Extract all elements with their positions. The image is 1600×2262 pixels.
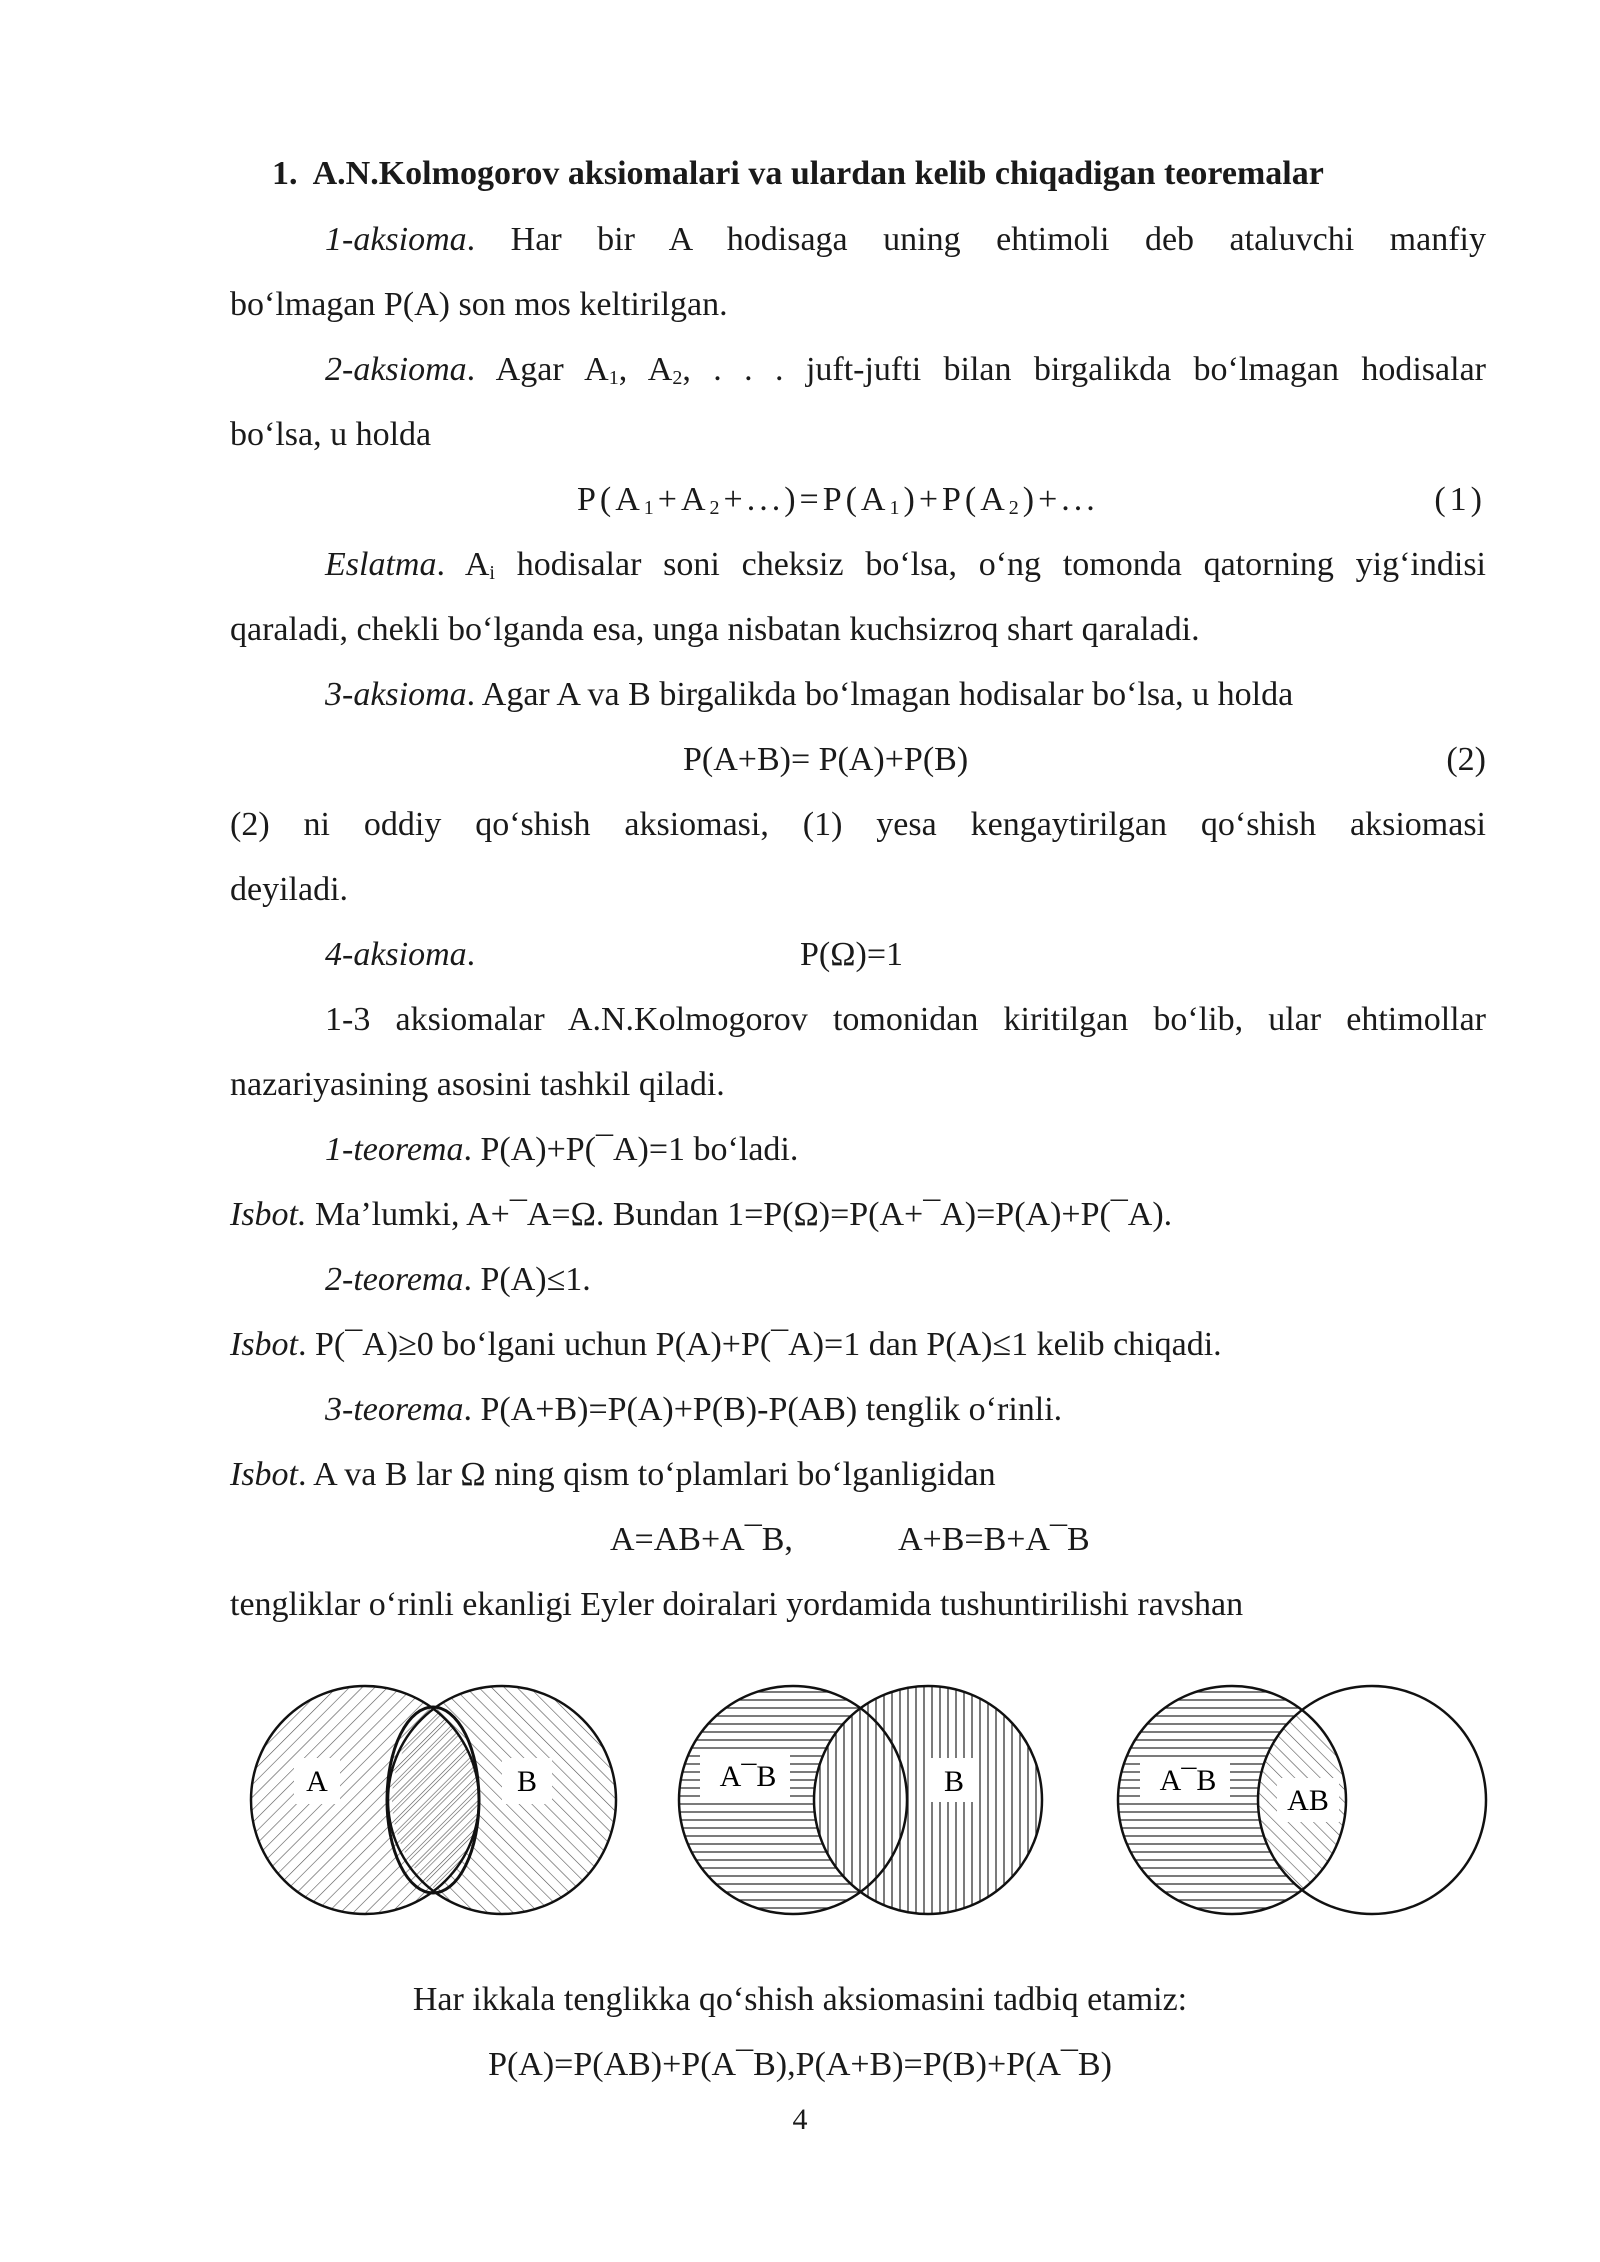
axiom2-line1: 2-aksioma. Agar $A_1$, $A_2$, . . . juft-jufti bilan birgalikda bo‘lmagan hodisalar [325, 351, 1486, 389]
theorem3-line: 3-teorema. P(A+B)=P(A)+P(B)-P(AB) tenglik o‘rinli. [325, 1391, 1063, 1428]
note-label: Eslatma [325, 546, 437, 583]
theorem1-line: 1-teorema. P(A)+P(¯A)=1 bo‘ladi. [325, 1131, 799, 1168]
venn3-label-a: A¯B [1159, 1764, 1217, 1797]
axiom4-line: 4-aksioma. [325, 936, 476, 973]
section-number: 1. [272, 155, 298, 192]
formula-2-number: (2) [1446, 741, 1486, 778]
proof1-line: Isbot. Ma’lumki, A+¯A=Ω. Bundan 1=P(Ω)=P(A+¯A)=P(A)+P(¯A). [230, 1196, 1173, 1233]
theorem2-line: 2-teorema. P(A)≤1. [325, 1261, 591, 1298]
axiom3-line: 3-aksioma. Agar A va B birgalikda bo‘lmagan hodisalar bo‘lsa, u holda [325, 676, 1294, 713]
theorem1-label: 1-teorema [325, 1131, 464, 1168]
proof2-line: Isbot. P(¯A)≥0 bo‘lgani uchun P(A)+P(¯A)=1 dan P(A)≤1 kelib chiqadi. [230, 1326, 1222, 1363]
axiom4-label: 4-aksioma [325, 936, 467, 973]
apply-formula: P(A)=P(AB)+P(A¯B),P(A+B)=P(B)+P(A¯B) [488, 2046, 1112, 2083]
venn3-label-ab: AB [1287, 1784, 1329, 1817]
axiom1-line2: bo‘lmagan P(A) son mos keltirilgan. [230, 286, 728, 323]
remark-line1: (2) ni oddiy qo‘shish aksiomasi, (1) yesa kengaytirilgan qo‘shish aksiomasi [230, 806, 1486, 843]
intro-line1: 1-3 aksiomalar A.N.Kolmogorov tomonidan kiritilgan bo‘lib, ular ehtimollar [325, 1001, 1486, 1038]
formula-1: $P(A_1+A_2+...)=P(A_1)+P(A_2)+$... [577, 481, 1099, 519]
euler-diagrams [0, 1680, 1600, 1940]
theorem3-label: 3-teorema [325, 1391, 464, 1428]
venn1-label-b: B [516, 1765, 538, 1798]
venn-diagram-2 [679, 1686, 1042, 1914]
proof2-label: Isbot [230, 1326, 298, 1363]
axiom2-line2: bo‘lsa, u holda [230, 416, 432, 453]
proof3-label: Isbot [230, 1456, 298, 1493]
venn-diagram-3 [1118, 1686, 1486, 1914]
axiom1-label: 1-aksioma [325, 221, 467, 258]
formula-1-number: (1) [1434, 481, 1486, 518]
intro-line2: nazariyasining asosini tashkil qiladi. [230, 1066, 725, 1103]
venn2-label-a: A¯B [719, 1760, 777, 1793]
axiom2-label: 2-aksioma [325, 351, 467, 388]
apply-text: Har ikkala tenglikka qo‘shish aksiomasini tadbiq etamiz: [412, 1981, 1188, 2018]
venn2-label-b: B [943, 1765, 965, 1798]
theorem2-label: 2-teorema [325, 1261, 464, 1298]
section-heading [272, 154, 1324, 194]
note-line1: Eslatma. $A_i$ hodisalar soni cheksiz bo‘lsa, o‘ng tomonda qatorning yig‘indisi [325, 546, 1487, 584]
formula-2: P(A+B)= P(A)+P(B) [683, 741, 969, 778]
axiom1-line1: 1-aksioma. Har bir A hodisaga uning ehtimoli deb ataluvchi manfiy [325, 221, 1486, 258]
axiom4-formula: P(Ω)=1 [800, 936, 903, 973]
formula-3-left: A=AB+A¯B, [610, 1521, 793, 1558]
euler-text: tengliklar o‘rinli ekanligi Eyler doiralari yordamida tushuntirilishi ravshan [230, 1586, 1244, 1623]
page-number: 4 [792, 2103, 808, 2136]
venn-diagram-1 [251, 1686, 620, 1914]
remark-line2: deyiladi. [230, 871, 349, 908]
note-line2: qaraladi, chekli bo‘lganda esa, unga nisbatan kuchsizroq shart qaraladi. [230, 611, 1200, 648]
axiom3-label: 3-aksioma [325, 676, 467, 713]
venn1-label-a: A [306, 1765, 328, 1798]
proof1-label: Isbot. [230, 1196, 307, 1233]
section-title: A.N.Kolmogorov aksiomalari va ulardan kelib chiqadigan teoremalar [312, 155, 1324, 192]
formula-3-right: A+B=B+A¯B [898, 1521, 1090, 1558]
proof3-line: Isbot. A va B lar Ω ning qism to‘plamlari bo‘lganligidan [230, 1456, 996, 1493]
